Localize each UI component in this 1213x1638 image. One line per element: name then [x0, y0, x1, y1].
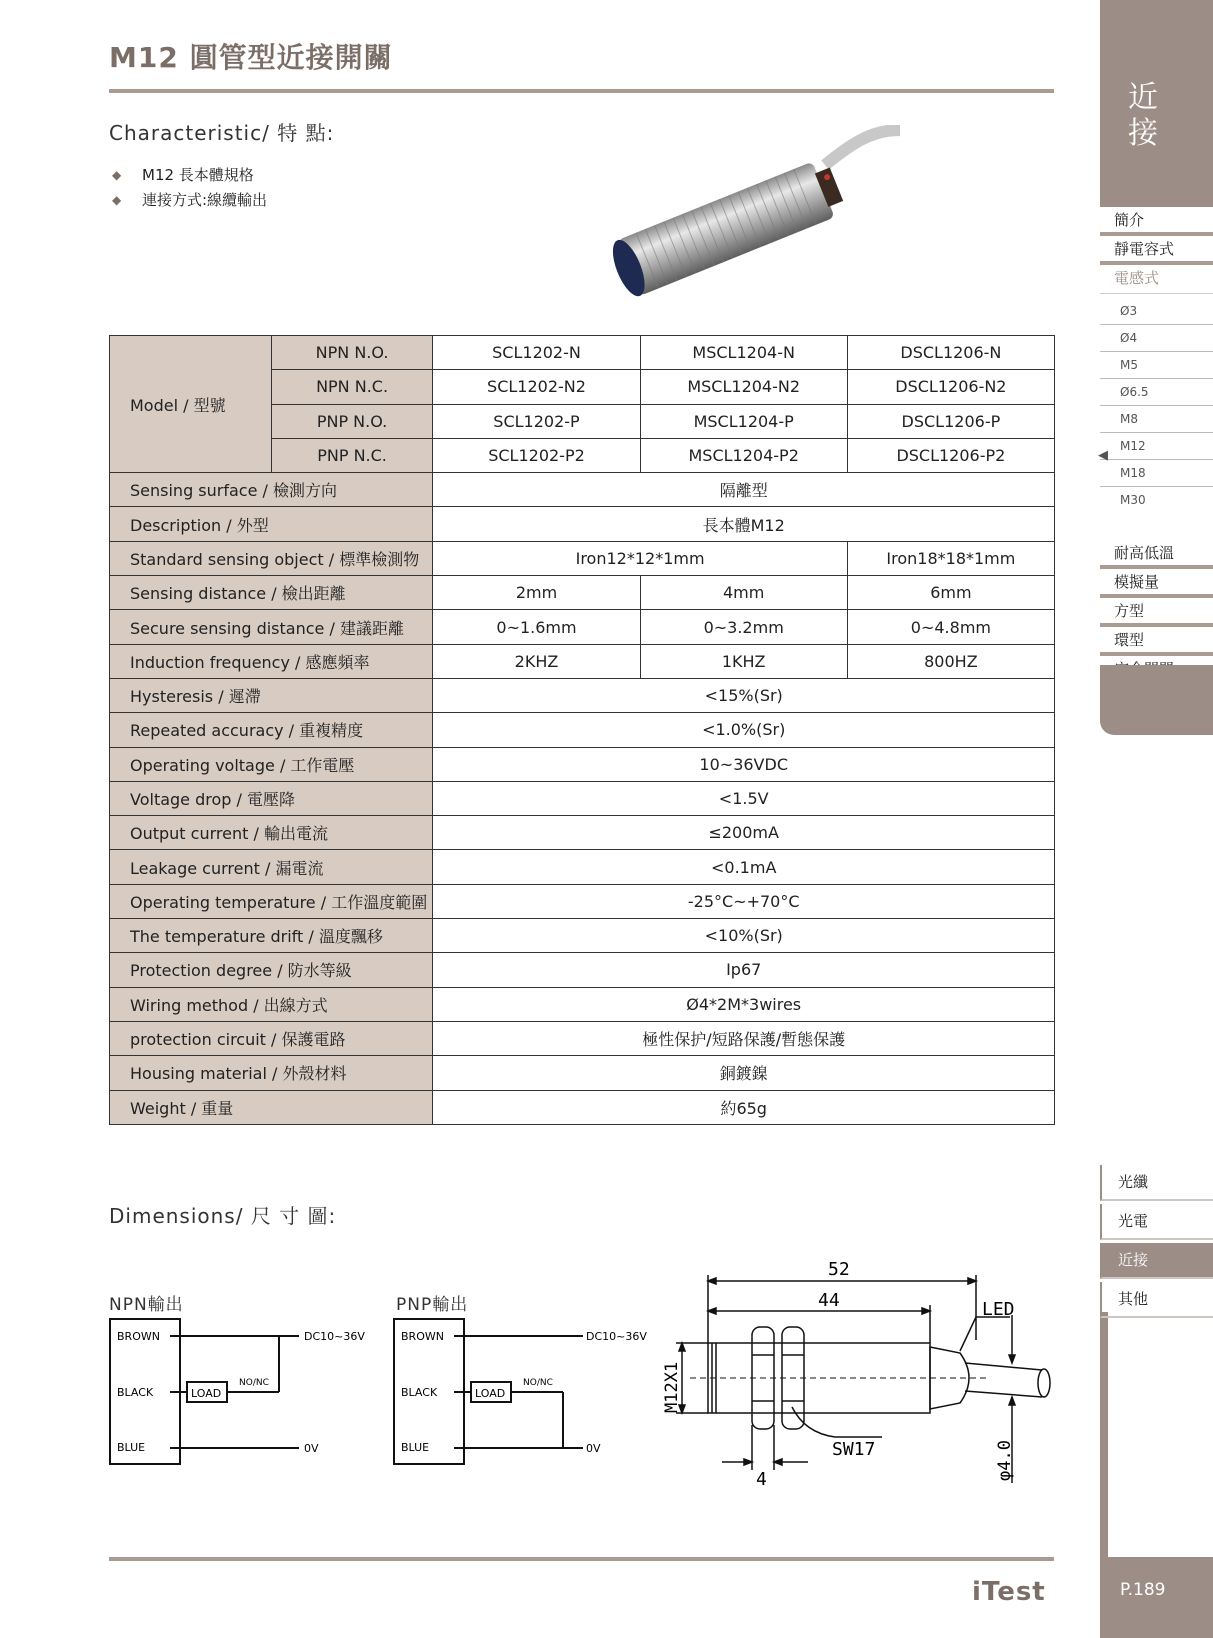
table-row: Protection degree / 防水等級 Ip67	[110, 953, 1055, 987]
sidebar-group-footer	[1100, 665, 1213, 735]
table-row: Standard sensing object / 標準檢測物 Iron12*12*1mm Iron18*18*1mm	[110, 541, 1055, 575]
sidebar-item-inductive[interactable]: 電感式	[1100, 265, 1213, 294]
wire-brown-label: BROWN	[117, 1330, 160, 1343]
table-row: PNP N.C. SCL1202-P2 MSCL1204-P2 DSCL1206-P2	[110, 438, 1055, 472]
sidebar-item-analog[interactable]: 模擬量	[1100, 569, 1213, 598]
dimensions-heading: Dimensions/ 尺 寸 圖:	[109, 1204, 337, 1228]
product-image	[600, 125, 920, 325]
itest-logo: iTest	[972, 1577, 1046, 1607]
table-row: Secure sensing distance / 建議距離 0~1.6mm 0~3.2mm 0~4.8mm	[110, 610, 1055, 644]
npn-output-title: NPN輸出	[109, 1295, 184, 1315]
sidebar-item-ring[interactable]: 環型	[1100, 627, 1213, 656]
sidebar-category-title: 近接	[1128, 80, 1158, 151]
dim-44-label: 44	[818, 1290, 840, 1311]
sidebar-nav	[1100, 207, 1213, 513]
table-row: Description / 外型 長本體M12	[110, 507, 1055, 541]
nonc-label: NO/NC	[239, 1378, 269, 1388]
wire-blue-label: BLUE	[401, 1441, 430, 1454]
diamond-bullet-icon: ◆	[112, 193, 122, 207]
category-tabs	[1100, 1165, 1213, 1321]
pnp-output-title: PNP輸出	[396, 1295, 469, 1315]
sidebar-sub-item[interactable]: M18	[1100, 460, 1213, 487]
table-row: Repeated accuracy / 重複精度 <1.0%(Sr)	[110, 713, 1055, 747]
sidebar-sub-item[interactable]: M8	[1100, 406, 1213, 433]
sidebar-group	[1100, 540, 1213, 685]
table-row: Model / 型號 NPN N.O. SCL1202-N MSCL1204-N DSCL1206-N	[110, 336, 1055, 370]
load-label: LOAD	[191, 1387, 222, 1400]
diamond-bullet-icon: ◆	[112, 168, 122, 182]
characteristic-list	[112, 163, 267, 213]
sidebar-item-square[interactable]: 方型	[1100, 598, 1213, 627]
zero-volt-label: 0V	[586, 1442, 601, 1455]
sidebar-sub-item[interactable]: Ø6.5	[1100, 379, 1213, 406]
pnp-wiring-diagram	[393, 1318, 663, 1468]
table-row: Sensing surface / 檢測方向 隔離型	[110, 473, 1055, 507]
table-row: Operating temperature / 工作溫度範圍 -25°C~+70°C	[110, 884, 1055, 918]
sidebar-sub-item[interactable]: M5	[1100, 352, 1213, 379]
dc-supply-label: DC10~36V	[304, 1330, 365, 1343]
table-row: Weight / 重量 約65g	[110, 1090, 1055, 1124]
sidebar-item-high-low-temp[interactable]: 耐高低溫	[1100, 540, 1213, 569]
table-row: The temperature drift / 溫度飄移 <10%(Sr)	[110, 919, 1055, 953]
table-row: PNP N.O. SCL1202-P MSCL1204-P DSCL1206-P	[110, 404, 1055, 438]
spec-table	[109, 335, 1055, 1125]
table-row: Induction frequency / 感應頻率 2KHZ 1KHZ 800HZ	[110, 644, 1055, 678]
sw17-label: SW17	[832, 1439, 876, 1460]
title-divider	[109, 89, 1054, 93]
dim-4-label: 4	[756, 1469, 767, 1490]
dc-supply-label: DC10~36V	[586, 1330, 647, 1343]
sidebar-item-capacitive[interactable]: 靜電容式	[1100, 236, 1213, 265]
sidebar-sub-item[interactable]: Ø4	[1100, 325, 1213, 352]
dim-52-label: 52	[828, 1259, 850, 1280]
tab-other[interactable]: 其他	[1100, 1282, 1213, 1318]
table-row: Housing material / 外殼材料 銅鍍鎳	[110, 1056, 1055, 1090]
sidebar-item-intro[interactable]: 簡介	[1100, 207, 1213, 236]
thread-label: M12X1	[662, 1361, 682, 1413]
list-item: ◆ M12 長本體規格	[112, 163, 267, 188]
sidebar-sub-item-current[interactable]: M12	[1100, 433, 1213, 460]
page-title: M12 圓管型近接開關	[109, 41, 393, 74]
tab-proximity[interactable]: 近接	[1100, 1243, 1213, 1279]
characteristic-heading: Characteristic/ 特 點:	[109, 121, 335, 145]
wire-blue-label: BLUE	[117, 1441, 146, 1454]
sidebar-sub-item[interactable]: Ø3	[1100, 298, 1213, 325]
nonc-label: NO/NC	[523, 1378, 553, 1388]
table-row: Output current / 輸出電流 ≤200mA	[110, 816, 1055, 850]
table-row: Voltage drop / 電壓降 <1.5V	[110, 781, 1055, 815]
table-row: Leakage current / 漏電流 <0.1mA	[110, 850, 1055, 884]
table-row: protection circuit / 保護電路 極性保护/短路保護/暫態保護	[110, 1021, 1055, 1055]
tab-fiber[interactable]: 光纖	[1100, 1165, 1213, 1201]
load-label: LOAD	[475, 1387, 506, 1400]
current-arrow-icon: ◀	[1098, 448, 1108, 463]
wire-brown-label: BROWN	[401, 1330, 444, 1343]
model-label: Model / 型號	[110, 336, 272, 473]
tab-photoelectric[interactable]: 光電	[1100, 1204, 1213, 1240]
npn-wiring-diagram	[109, 1318, 379, 1468]
table-row: Wiring method / 出線方式 Ø4*2M*3wires	[110, 987, 1055, 1021]
table-row: Operating voltage / 工作電壓 10~36VDC	[110, 747, 1055, 781]
led-label: LED	[982, 1299, 1015, 1320]
wire-black-label: BLACK	[117, 1386, 154, 1399]
footer-divider	[109, 1557, 1054, 1561]
table-row: Sensing distance / 檢出距離 2mm 4mm 6mm	[110, 576, 1055, 610]
sidebar-sub-item[interactable]: M30	[1120, 493, 1146, 507]
table-row: NPN N.C. SCL1202-N2 MSCL1204-N2 DSCL1206-N2	[110, 370, 1055, 404]
table-row: Hysteresis / 遲滯 <15%(Sr)	[110, 678, 1055, 712]
cable-diameter-label: φ4.0	[995, 1440, 1015, 1481]
list-item: ◆ 連接方式:線纜輸出	[112, 188, 267, 213]
dimension-drawing	[660, 1255, 1060, 1490]
wire-black-label: BLACK	[401, 1386, 438, 1399]
zero-volt-label: 0V	[304, 1442, 319, 1455]
page-number: P.189	[1120, 1580, 1166, 1600]
